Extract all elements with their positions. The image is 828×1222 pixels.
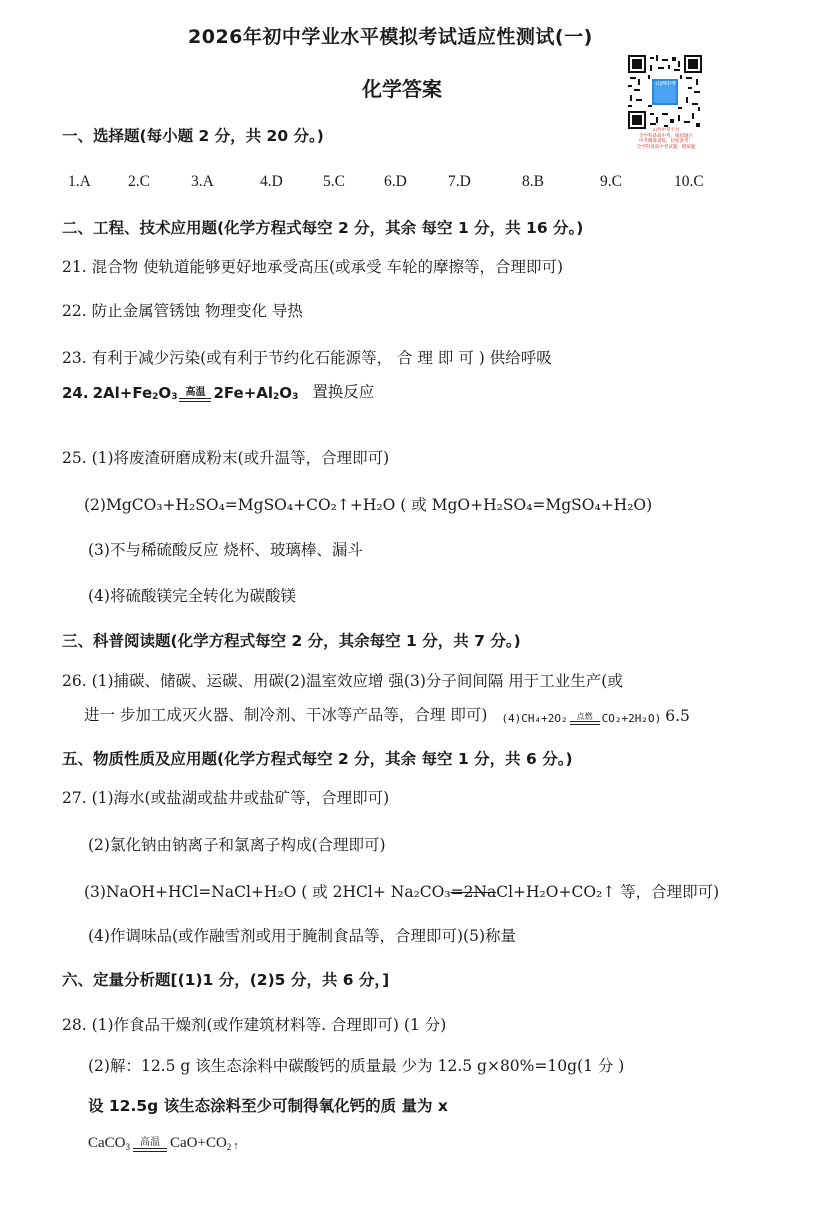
reaction-type: 置换反应 bbox=[312, 383, 375, 401]
gas-arrow: ↑ bbox=[233, 1140, 239, 1152]
answer-21: 21. 混合物 使轨道能够更好地承受高压(或承受 车轮的摩擦等，合理即可) bbox=[62, 258, 564, 276]
qr-code[interactable] bbox=[628, 55, 702, 129]
section-choice-title: 一、选择题(每小题 2 分，共 20 分。) bbox=[62, 127, 324, 145]
answer-25-4: (4)将硫酸镁完全转化为碳酸镁 bbox=[88, 587, 296, 605]
section-engineering-title: 二、工程、技术应用题(化学方程式每空 2 分，其余 每空 1 分，共 16 分。) bbox=[62, 219, 584, 237]
choice-item: 5.C bbox=[323, 173, 345, 190]
answer-28-2: (2)解：12.5 g 该生态涂料中碳酸钙的质量最 少为 12.5 g×80%=10g(1 分 ) bbox=[88, 1057, 625, 1075]
choice-item: 2.C bbox=[128, 173, 150, 190]
answer-22: 22. 防止金属管锈蚀 物理变化 导热 bbox=[62, 302, 303, 320]
choice-item: 8.B bbox=[522, 173, 544, 190]
question-number: 24. bbox=[62, 384, 89, 402]
qr-caption: 山西中考平台 全学科备战中考，模拟题目 中考精准训练，轻松备考！ 全学科备战中考试题，模拟题 bbox=[636, 128, 696, 150]
section-quantitative-title: 六、定量分析题[(1)1 分，(2)5 分，共 6 分，] bbox=[62, 971, 390, 989]
answer-26-2: 进一 步加工成灭火器、制冷剂、干冰等产品等，合理 即可) (4)CH₄+2O₂ 点燃 CO₂+2H₂O) 6.5 bbox=[84, 706, 690, 725]
equation-product: 2Fe+Al bbox=[213, 384, 274, 402]
reaction-arrow: 高温 bbox=[179, 388, 211, 402]
equation-product: CO₂+2H₂O) bbox=[601, 712, 662, 725]
answer-25-2: (2)MgCO₃+H₂SO₄=MgSO₄+CO₂↑+H₂O ( 或 MgO+H₂SO₄=MgSO₄+H₂O) bbox=[84, 496, 653, 514]
answer-25-3: (3)不与稀硫酸反应 烧杯、玻璃棒、漏斗 bbox=[88, 541, 363, 559]
answer-27-2: (2)氯化钠由钠离子和氯离子构成(合理即可) bbox=[88, 836, 386, 854]
answer-27-3: (3)NaOH+HCl=NaCl+H₂O ( 或 2HCl+ Na₂CO₃=2NaCl+H₂O+CO₂↑ 等，合理即可) bbox=[84, 883, 720, 901]
section-properties-title: 五、物质性质及应用题(化学方程式每空 2 分，其余 每空 1 分，共 6 分。) bbox=[62, 750, 573, 768]
answer-25-1: 25. (1)将废渣研磨成粉末(或升温等，合理即可) bbox=[62, 449, 390, 467]
equation-product: CaO+CO bbox=[170, 1135, 227, 1151]
answer-26-1: 26. (1)捕碳、储碳、运碳、用碳(2)温室效应增 强(3)分子间间隔 用于工业生产(或 bbox=[62, 672, 623, 690]
choice-item: 3.A bbox=[191, 173, 214, 190]
choice-item: 6.D bbox=[384, 173, 407, 190]
section-reading-title: 三、科普阅读题(化学方程式每空 2 分，其余每空 1 分，共 7 分。) bbox=[62, 632, 521, 650]
answer-27-4: (4)作调味品(或作融雪剂或用于腌制食品等，合理即可)(5)称量 bbox=[88, 927, 517, 945]
choice-item: 4.D bbox=[260, 173, 283, 190]
reaction-arrow: 点燃 bbox=[570, 713, 600, 725]
page-subtitle: 化学答案 bbox=[362, 77, 442, 101]
answer-28-1: 28. (1)作食品干燥剂(或作建筑材料等. 合理即可) (1 分) bbox=[62, 1016, 447, 1034]
answer-27-1: 27. (1)海水(或盐湖或盐井或盐矿等，合理即可) bbox=[62, 789, 390, 807]
choice-item: 10.C bbox=[674, 173, 704, 190]
page-title: 2026年初中学业水平模拟考试适应性测试(一) bbox=[188, 26, 593, 48]
equation-reactant: 2Al+Fe bbox=[92, 384, 153, 402]
answer-26-5: 6.5 bbox=[665, 707, 690, 725]
answer-23: 23. 有利于减少污染(或有利于节约化石能源等， 合 理 即 可 ) 供给呼吸 bbox=[62, 349, 552, 367]
choice-item: 7.D bbox=[448, 173, 471, 190]
equation-reactant: (4)CH₄+2O₂ bbox=[501, 712, 568, 725]
reaction-arrow: 高温 bbox=[133, 1138, 167, 1152]
qr-logo: 山西中考 bbox=[656, 81, 677, 87]
answer-28-equation: CaCO $_3$ 高温 CaO+CO $_2$ ↑ bbox=[88, 1130, 239, 1152]
choice-item: 1.A bbox=[68, 173, 91, 190]
answer-28-3: 设 12.5g 该生态涂料至少可制得氧化钙的质 量为 x bbox=[88, 1097, 448, 1115]
equation-reactant: CaCO bbox=[88, 1135, 126, 1151]
choice-item: 9.C bbox=[600, 173, 622, 190]
answer-24: 24. 2Al+Fe $_2$ O $_3$ 高温 2Fe+Al $_2$ O $_3$ 置换反应 bbox=[62, 380, 374, 402]
